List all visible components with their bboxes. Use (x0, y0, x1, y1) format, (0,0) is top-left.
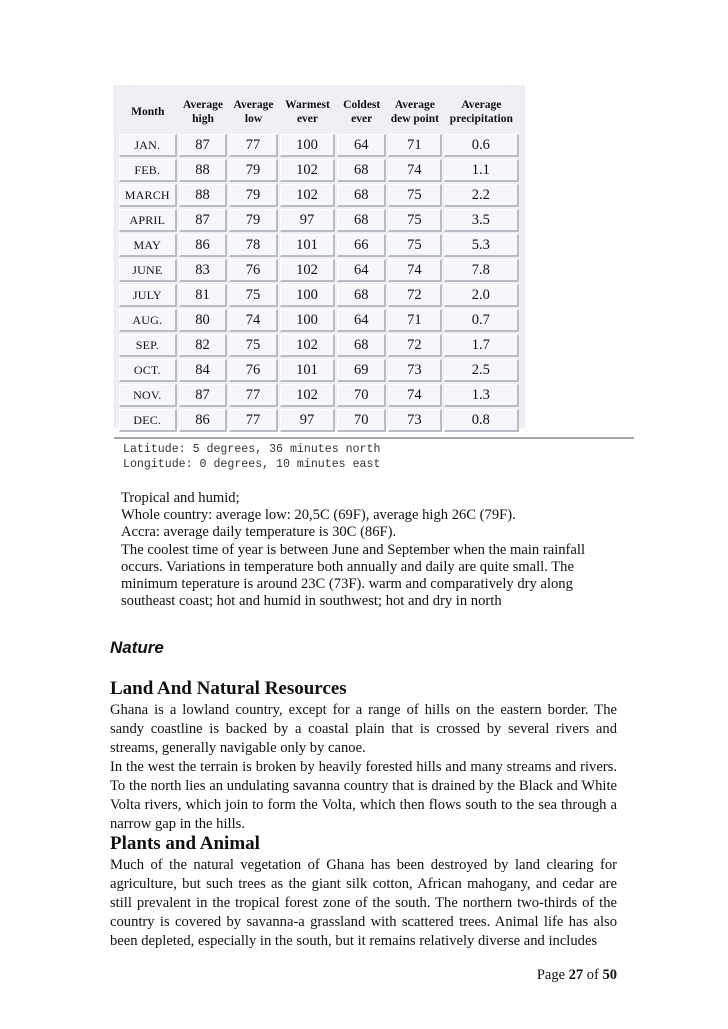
value-cell: 102 (280, 384, 336, 407)
value-cell: 102 (280, 184, 336, 207)
column-header: Average precipitation (444, 91, 519, 132)
of-word: of (586, 967, 599, 983)
climate-line: Whole country: average low: 20,5C (69F), average high 26C (79F). (121, 507, 516, 524)
value-cell: 100 (280, 284, 336, 307)
value-cell: 77 (229, 409, 277, 432)
land-resources-body (110, 701, 617, 834)
page-number: 27 (568, 967, 584, 983)
paragraph: Ghana is a lowland country, except for a range of hills on the eastern border. The sandy coastline is backed by a coastal plain that is crossed by several rivers and streams, generally navigable only by canoe. (110, 702, 617, 756)
value-cell: 68 (337, 184, 386, 207)
column-header: Month (119, 91, 177, 132)
value-cell: 102 (280, 334, 336, 357)
value-cell: 74 (388, 259, 442, 282)
value-cell: 75 (388, 209, 442, 232)
month-cell: OCT. (119, 359, 177, 382)
nature-heading: Nature (110, 638, 164, 657)
value-cell: 79 (229, 184, 277, 207)
table-row (119, 184, 519, 207)
value-cell: 74 (388, 159, 442, 182)
plants-animal-body (110, 856, 617, 951)
column-header: Average dew point (388, 91, 442, 132)
value-cell: 73 (388, 409, 442, 432)
value-cell: 101 (280, 359, 336, 382)
value-cell: 75 (388, 184, 442, 207)
value-cell: 84 (179, 359, 228, 382)
value-cell: 5.3 (444, 234, 519, 257)
table-row (119, 409, 519, 432)
month-cell: NOV. (119, 384, 177, 407)
value-cell: 97 (280, 409, 336, 432)
land-resources-heading: Land And Natural Resources (110, 678, 347, 699)
value-cell: 100 (280, 134, 336, 157)
value-cell: 79 (229, 209, 277, 232)
divider-line (114, 437, 634, 439)
value-cell: 87 (179, 384, 228, 407)
climate-description (121, 490, 621, 610)
latitude-text: Latitude: 5 degrees, 36 minutes north (123, 443, 381, 456)
month-cell: DEC. (119, 409, 177, 432)
climate-line: minimum teperature is around 23C (73F). warm and comparatively dry along (121, 576, 573, 593)
value-cell: 0.7 (444, 309, 519, 332)
value-cell: 64 (337, 309, 386, 332)
value-cell: 2.5 (444, 359, 519, 382)
value-cell: 68 (337, 284, 386, 307)
month-cell: SEP. (119, 334, 177, 357)
longitude-text: Longitude: 0 degrees, 10 minutes east (123, 458, 381, 471)
month-cell: MAY (119, 234, 177, 257)
value-cell: 68 (337, 334, 386, 357)
value-cell: 0.8 (444, 409, 519, 432)
value-cell: 1.1 (444, 159, 519, 182)
month-cell: JUNE (119, 259, 177, 282)
value-cell: 2.2 (444, 184, 519, 207)
value-cell: 83 (179, 259, 228, 282)
plants-animal-heading: Plants and Animal (110, 833, 260, 854)
column-header: Average low (229, 91, 277, 132)
climate-line: Accra: average daily temperature is 30C (86F). (121, 524, 397, 541)
value-cell: 1.3 (444, 384, 519, 407)
table-row (119, 334, 519, 357)
value-cell: 71 (388, 134, 442, 157)
table-row (119, 159, 519, 182)
page-footer (537, 967, 617, 984)
value-cell: 76 (229, 259, 277, 282)
climate-table (114, 85, 525, 428)
value-cell: 71 (388, 309, 442, 332)
table-row (119, 284, 519, 307)
column-header: Warmest ever (280, 91, 336, 132)
value-cell: 78 (229, 234, 277, 257)
value-cell: 72 (388, 334, 442, 357)
value-cell: 86 (179, 234, 228, 257)
table-row (119, 234, 519, 257)
value-cell: 2.0 (444, 284, 519, 307)
value-cell: 64 (337, 259, 386, 282)
table-header-row (119, 91, 519, 132)
value-cell: 64 (337, 134, 386, 157)
value-cell: 66 (337, 234, 386, 257)
climate-line: occurs. Variations in temperature both annually and daily are quite small. The (121, 558, 574, 575)
climate-line: The coolest time of year is between June and September when the main rainfall (121, 541, 585, 558)
value-cell: 74 (229, 309, 277, 332)
page-word: Page (536, 967, 566, 983)
value-cell: 75 (229, 334, 277, 357)
value-cell: 74 (388, 384, 442, 407)
paragraph: In the west the terrain is broken by heavily forested hills and many streams and rivers. To the north lies an undulating savanna country that is drained by the Black and White Volta rivers, which join to form the Volta, which then flows south to the sea through a narrow gap in the hills. (110, 759, 617, 832)
month-cell: APRIL (119, 209, 177, 232)
climate-line: Tropical and humid; (121, 490, 240, 506)
value-cell: 3.5 (444, 209, 519, 232)
month-cell: JAN. (119, 134, 177, 157)
value-cell: 75 (229, 284, 277, 307)
month-cell: MARCH (119, 184, 177, 207)
value-cell: 82 (179, 334, 228, 357)
value-cell: 102 (280, 159, 336, 182)
value-cell: 101 (280, 234, 336, 257)
column-header: Average high (179, 91, 228, 132)
month-cell: AUG. (119, 309, 177, 332)
value-cell: 79 (229, 159, 277, 182)
table-row (119, 259, 519, 282)
value-cell: 72 (388, 284, 442, 307)
month-cell: FEB. (119, 159, 177, 182)
table-row (119, 209, 519, 232)
value-cell: 70 (337, 384, 386, 407)
paragraph: Much of the natural vegetation of Ghana has been destroyed by land clearing for agriculture, but such trees as the giant silk cotton, African mahogany, and cedar are still prevalent in the tropical forest zone of the south. The northern two-thirds of the country is covered by savanna-a grassland with scattered trees. Animal life has also been depleted, especially in the south, but it remains relatively diverse and includes (110, 857, 617, 949)
table-row (119, 309, 519, 332)
value-cell: 97 (280, 209, 336, 232)
value-cell: 80 (179, 309, 228, 332)
value-cell: 77 (229, 134, 277, 157)
column-header: Coldest ever (337, 91, 386, 132)
value-cell: 76 (229, 359, 277, 382)
value-cell: 88 (179, 159, 228, 182)
value-cell: 69 (337, 359, 386, 382)
total-pages: 50 (602, 967, 617, 983)
value-cell: 87 (179, 209, 228, 232)
value-cell: 0.6 (444, 134, 519, 157)
table-body (119, 134, 519, 432)
value-cell: 87 (179, 134, 228, 157)
value-cell: 81 (179, 284, 228, 307)
value-cell: 75 (388, 234, 442, 257)
value-cell: 88 (179, 184, 228, 207)
value-cell: 1.7 (444, 334, 519, 357)
value-cell: 100 (280, 309, 336, 332)
climate-line: southeast coast; hot and humid in southwest; hot and dry in north (121, 593, 502, 610)
value-cell: 68 (337, 209, 386, 232)
value-cell: 7.8 (444, 259, 519, 282)
value-cell: 102 (280, 259, 336, 282)
value-cell: 73 (388, 359, 442, 382)
month-cell: JULY (119, 284, 177, 307)
table-row (119, 359, 519, 382)
table-row (119, 384, 519, 407)
value-cell: 77 (229, 384, 277, 407)
value-cell: 68 (337, 159, 386, 182)
table-row (119, 134, 519, 157)
value-cell: 86 (179, 409, 228, 432)
value-cell: 70 (337, 409, 386, 432)
